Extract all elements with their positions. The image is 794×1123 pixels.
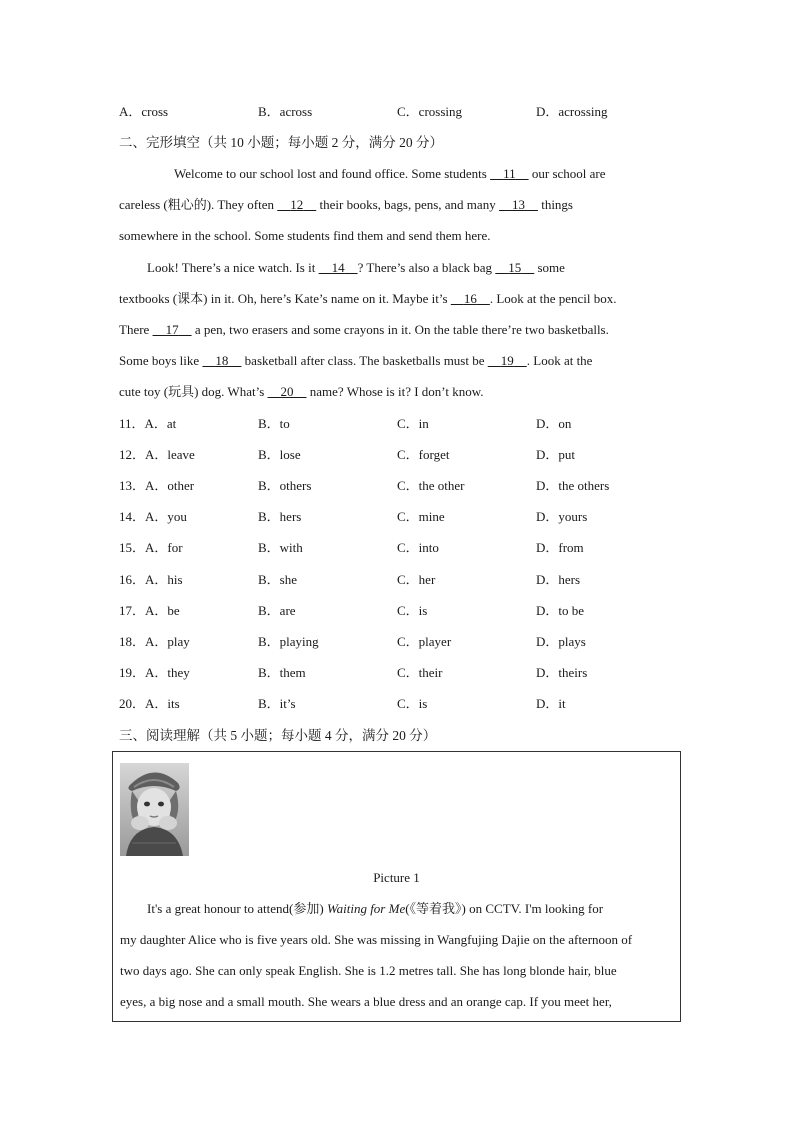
option-d: D．the others	[536, 478, 610, 493]
cloze-text: things	[537, 197, 573, 212]
cloze-text: a pen, two erasers and some crayons in it. On the table there’re two basketballs.	[191, 322, 609, 337]
cloze-text: some	[534, 260, 565, 275]
reading-line-1	[120, 899, 703, 919]
cloze-line-2	[119, 195, 679, 215]
blank-12: 12	[290, 197, 304, 212]
option-d: D．hers	[536, 572, 581, 587]
blank-15: 15	[508, 260, 522, 275]
option-d: D．from	[536, 540, 584, 555]
cloze-line-4	[119, 258, 707, 278]
blank-13: 13	[511, 197, 525, 212]
cloze-text: their books, bags, pens, and many	[316, 197, 499, 212]
cloze-text: ? There’s also a black bag	[357, 260, 496, 275]
blank-17: 17	[165, 322, 179, 337]
option-a: 20．A．its	[119, 696, 180, 711]
option-b: B．across	[258, 104, 313, 119]
option-c: C．is	[397, 696, 428, 711]
option-a: 13．A．other	[119, 478, 195, 493]
girl-photo-image	[120, 763, 189, 856]
reading-text: It's a great honour to attend(参加)	[147, 901, 327, 916]
option-a: A．cross	[119, 104, 169, 119]
blank-20: 20	[280, 384, 294, 399]
option-d: D．plays	[536, 634, 586, 649]
option-c: C．player	[397, 634, 452, 649]
reading-text: (《等着我》) on CCTV. I'm looking for	[405, 901, 604, 916]
option-d: D．theirs	[536, 665, 588, 680]
cloze-line-5	[119, 289, 679, 309]
option-c: C．crossing	[397, 104, 463, 119]
option-c: C．in	[397, 416, 429, 431]
cloze-line-7	[119, 351, 679, 371]
option-a: 19．A．they	[119, 665, 190, 680]
cloze-text: name? Whose is it? I don’t know.	[306, 384, 484, 399]
option-b: B．them	[258, 665, 306, 680]
section-3-heading: 三、阅读理解（共 5 小题；每小题 4 分，满分 20 分）	[119, 728, 437, 743]
option-a: 16．A．his	[119, 572, 183, 587]
option-b: B．others	[258, 478, 312, 493]
option-a: 17．A．be	[119, 603, 180, 618]
reading-line-4: eyes, a big nose and a small mouth. She wears a blue dress and an orange cap. If you meet her,	[120, 994, 612, 1009]
option-b: B．to	[258, 416, 290, 431]
reading-line-3: two days ago. She can only speak English. She is 1.2 metres tall. She has long blonde hair, blue	[120, 963, 617, 978]
option-b: B．playing	[258, 634, 319, 649]
option-d: D．yours	[536, 509, 588, 524]
option-d: D．on	[536, 416, 572, 431]
blank-19: 19	[500, 353, 514, 368]
option-a: 11．A．at	[119, 416, 177, 431]
option-b: B．she	[258, 572, 298, 587]
option-b: B．it’s	[258, 696, 296, 711]
cloze-text: . Look at the pencil box.	[489, 291, 617, 306]
cloze-text: . Look at the	[526, 353, 593, 368]
option-a: 14．A．you	[119, 509, 187, 524]
blank-18: 18	[215, 353, 229, 368]
option-c: C．the other	[397, 478, 465, 493]
option-b: B．hers	[258, 509, 302, 524]
cloze-line-6	[119, 320, 679, 340]
girl-photo	[120, 763, 189, 856]
cloze-line-8	[119, 382, 679, 402]
option-b: B．with	[258, 540, 303, 555]
cloze-text: Some boys like	[119, 353, 203, 368]
blank-14: 14	[331, 260, 345, 275]
option-c: C．mine	[397, 509, 445, 524]
cloze-line-3: somewhere in the school. Some students find them and send them here.	[119, 228, 491, 243]
cloze-text: Look! There’s a nice watch. Is it	[147, 260, 319, 275]
option-a: 12．A．leave	[119, 447, 195, 462]
option-c: C．is	[397, 603, 428, 618]
option-c: C．her	[397, 572, 436, 587]
cloze-line-1	[119, 164, 734, 184]
option-b: B．are	[258, 603, 296, 618]
picture-caption: Picture 1	[373, 870, 420, 885]
option-a: 18．A．play	[119, 634, 190, 649]
option-c: C．forget	[397, 447, 450, 462]
cloze-text: Welcome to our school lost and found office. Some students	[174, 166, 491, 181]
cloze-text: cute toy (玩具) dog. What’s	[119, 384, 268, 399]
section-2-heading: 二、完形填空（共 10 小题；每小题 2 分，满分 20 分）	[119, 135, 443, 150]
cloze-text: textbooks (课本) in it. Oh, here’s Kate’s name on it. Maybe it’s	[119, 291, 451, 306]
blank-16: 16	[463, 291, 477, 306]
reading-line-2: my daughter Alice who is five years old. She was missing in Wangfujing Dajie on the afternoon of	[120, 932, 633, 947]
cloze-text: careless (粗心的). They often	[119, 197, 278, 212]
program-title: Waiting for Me	[326, 901, 406, 916]
cloze-text: There	[119, 322, 153, 337]
blank-11: 11	[503, 166, 516, 181]
option-a: 15．A．for	[119, 540, 183, 555]
option-d: D．to be	[536, 603, 585, 618]
reading-passage-box	[112, 751, 681, 1022]
option-c: C．their	[397, 665, 443, 680]
option-d: D．acrossing	[536, 104, 608, 119]
option-c: C．into	[397, 540, 439, 555]
cloze-text: our school are	[528, 166, 606, 181]
option-d: D．put	[536, 447, 576, 462]
cloze-text: basketball after class. The basketballs must be	[241, 353, 488, 368]
option-d: D．it	[536, 696, 566, 711]
option-b: B．lose	[258, 447, 301, 462]
